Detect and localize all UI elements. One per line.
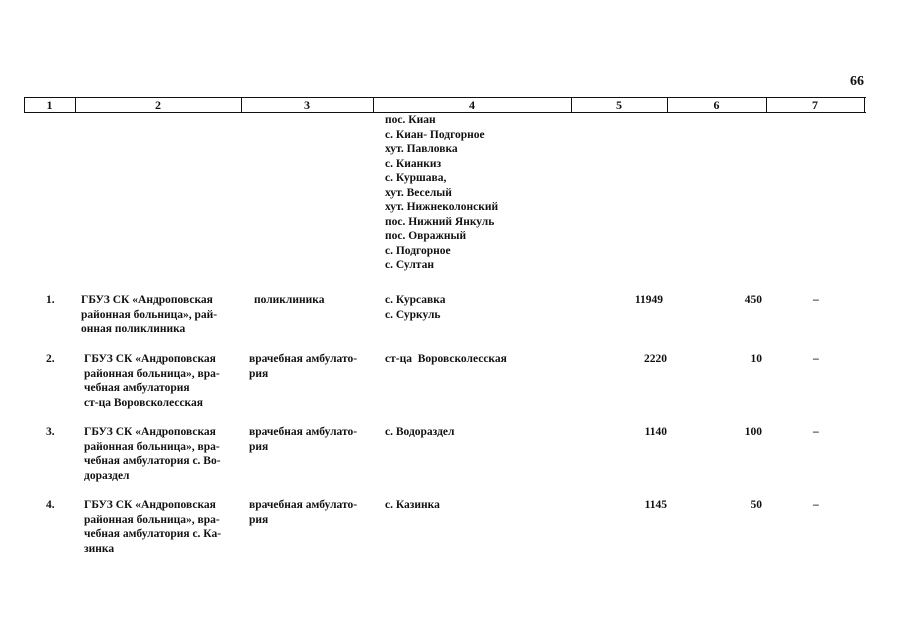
facility-type: врачебная амбулато- рия [249, 499, 358, 526]
locality: хут. Нижнеколонский [385, 201, 499, 213]
col5-value: 2220 [644, 353, 667, 365]
institution-name: ГБУЗ СК «Андроповская районная больница», вра- чебная амбулатория ст-ца Воровсколесская [84, 353, 220, 409]
institution-name: ГБУЗ СК «Андроповская районная больница», рай- онная поликлиника [81, 294, 218, 335]
table-header [24, 97, 866, 113]
locality: хут. Веселый [385, 186, 452, 199]
header-col-3: 3 [304, 98, 310, 112]
col6-value: 100 [744, 426, 762, 438]
header-col-2: 2 [155, 98, 161, 112]
header-divider [864, 97, 865, 113]
locality: хут. Павловка [385, 143, 458, 155]
locality: с. Куршава, [385, 172, 447, 184]
col7-value: – [813, 353, 819, 365]
header-col-7: 7 [812, 98, 818, 112]
page-number: 66 [850, 74, 864, 89]
col6-value: 50 [750, 499, 762, 511]
locality: пос. Киан [385, 114, 436, 126]
locality: с. Султан [385, 259, 434, 271]
row-number: 1. [46, 294, 55, 306]
header-col-5: 5 [616, 98, 622, 112]
facility-type: поликлиника [254, 294, 325, 306]
header-col-6: 6 [713, 98, 720, 112]
served-localities: с. Водораздел [385, 426, 455, 438]
locality: с. Киан- Подгорное [385, 128, 485, 141]
col5-value: 11949 [634, 294, 663, 306]
col5-value: 1140 [644, 426, 667, 438]
facility-type: врачебная амбулато- рия [249, 426, 358, 453]
locality: с. Подгорное [385, 244, 451, 257]
locality: пос. Овражный [385, 230, 467, 242]
served-localities: с. Казинка [385, 499, 440, 511]
row-number: 2. [46, 353, 55, 365]
institution-name: ГБУЗ СК «Андроповская районная больница», вра- чебная амбулатория с. Во- дораздел [84, 426, 221, 482]
col7-value: – [813, 499, 819, 511]
served-localities: с. Курсавка с. Суркуль [385, 294, 446, 321]
facility-type: врачебная амбулато- рия [249, 353, 358, 380]
continuation-localities [385, 113, 498, 273]
col6-value: 450 [744, 294, 762, 306]
col7-value: – [813, 294, 819, 306]
header-col-1: 1 [46, 98, 53, 112]
col7-value: – [813, 426, 819, 438]
row-number: 3. [46, 426, 55, 438]
locality: с. Кианкиз [385, 157, 442, 170]
served-localities: ст-ца Воровсколесская [385, 353, 507, 365]
institution-name: ГБУЗ СК «Андроповская районная больница», вра- чебная амбулатория с. Ка- зинка [84, 499, 222, 555]
row-number: 4. [46, 499, 55, 511]
col5-value: 1145 [644, 499, 667, 511]
col6-value: 10 [750, 353, 762, 365]
locality: пос. Нижний Янкуль [385, 215, 495, 228]
header-col-4: 4 [469, 98, 475, 112]
